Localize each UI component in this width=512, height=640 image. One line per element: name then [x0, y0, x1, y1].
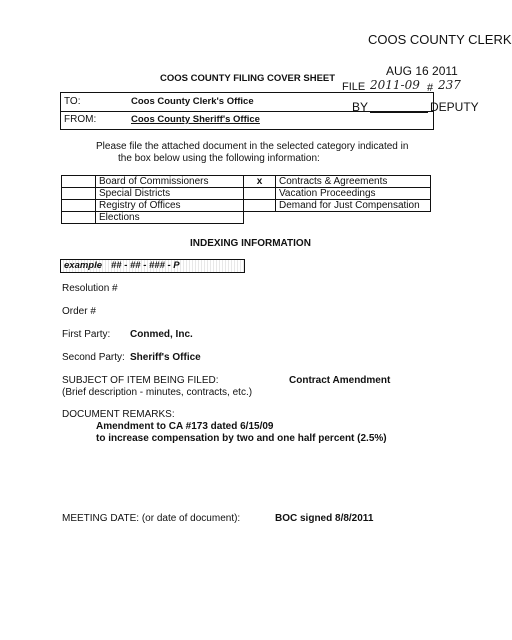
from-value: Coos County Sheriff's Office	[131, 114, 260, 125]
file-hash: #	[427, 82, 434, 94]
meeting-date-label: MEETING DATE: (or date of document):	[62, 513, 241, 524]
from-label: FROM:	[64, 114, 97, 125]
category-label: Elections	[96, 212, 244, 224]
category-label: Registry of Offices	[96, 200, 244, 212]
by-label: BY	[352, 100, 369, 114]
category-row	[62, 200, 431, 212]
category-checkbox[interactable]	[244, 188, 276, 200]
category-checkbox[interactable]	[62, 188, 96, 200]
category-row	[62, 176, 431, 188]
deputy-label: DEPUTY	[430, 100, 479, 114]
clerk-stamp-title: COOS COUNTY CLERK	[368, 32, 512, 47]
category-label: Board of Commissioners	[96, 176, 244, 188]
subject-value: Contract Amendment	[289, 375, 391, 386]
file-label: FILE	[342, 81, 366, 93]
to-from-box	[60, 92, 434, 130]
indexing-heading: INDEXING INFORMATION	[190, 238, 311, 249]
first-party-label: First Party:	[62, 329, 111, 340]
category-checkbox[interactable]	[62, 212, 96, 224]
category-label: Contracts & Agreements	[276, 176, 431, 188]
remarks-line-1: Amendment to CA #173 dated 6/15/09	[96, 421, 274, 432]
category-row	[62, 212, 431, 224]
category-checkbox[interactable]	[62, 176, 96, 188]
resolution-label: Resolution #	[62, 283, 118, 294]
order-label: Order #	[62, 306, 96, 317]
category-table	[61, 175, 431, 224]
example-value: ## - ## - ### - P	[111, 260, 180, 271]
remarks-label: DOCUMENT REMARKS:	[62, 409, 175, 420]
example-label: example	[64, 260, 103, 271]
category-label: Vacation Proceedings	[276, 188, 431, 200]
category-checkbox[interactable]	[244, 200, 276, 212]
remarks-line-2: to increase compensation by two and one half percent (2.5%)	[96, 433, 387, 444]
category-row	[62, 188, 431, 200]
second-party-label: Second Party:	[62, 352, 125, 363]
second-party-value: Sheriff's Office	[130, 352, 201, 363]
to-value: Coos County Clerk's Office	[131, 96, 254, 107]
instructions-line-1: Please file the attached document in the selected category indicated in	[96, 141, 409, 152]
first-party-value: Conmed, Inc.	[130, 329, 193, 340]
stamp-date: AUG 16 2011	[386, 64, 458, 78]
subject-label: SUBJECT OF ITEM BEING FILED:	[62, 375, 219, 386]
category-checkbox[interactable]	[62, 200, 96, 212]
category-checkbox[interactable]: x	[244, 176, 276, 188]
to-label: TO:	[64, 96, 81, 107]
instructions-line-2: the box below using the following information:	[118, 153, 320, 164]
category-label: Demand for Just Compensation	[276, 200, 431, 212]
file-sequence: 237	[438, 78, 461, 92]
meeting-date-value: BOC signed 8/8/2011	[275, 513, 374, 524]
category-label: Special Districts	[96, 188, 244, 200]
subject-hint: (Brief description - minutes, contracts, etc.)	[62, 387, 253, 398]
example-box	[60, 259, 245, 273]
file-number: 2011-09	[370, 78, 420, 92]
page-title: COOS COUNTY FILING COVER SHEET	[160, 73, 336, 84]
